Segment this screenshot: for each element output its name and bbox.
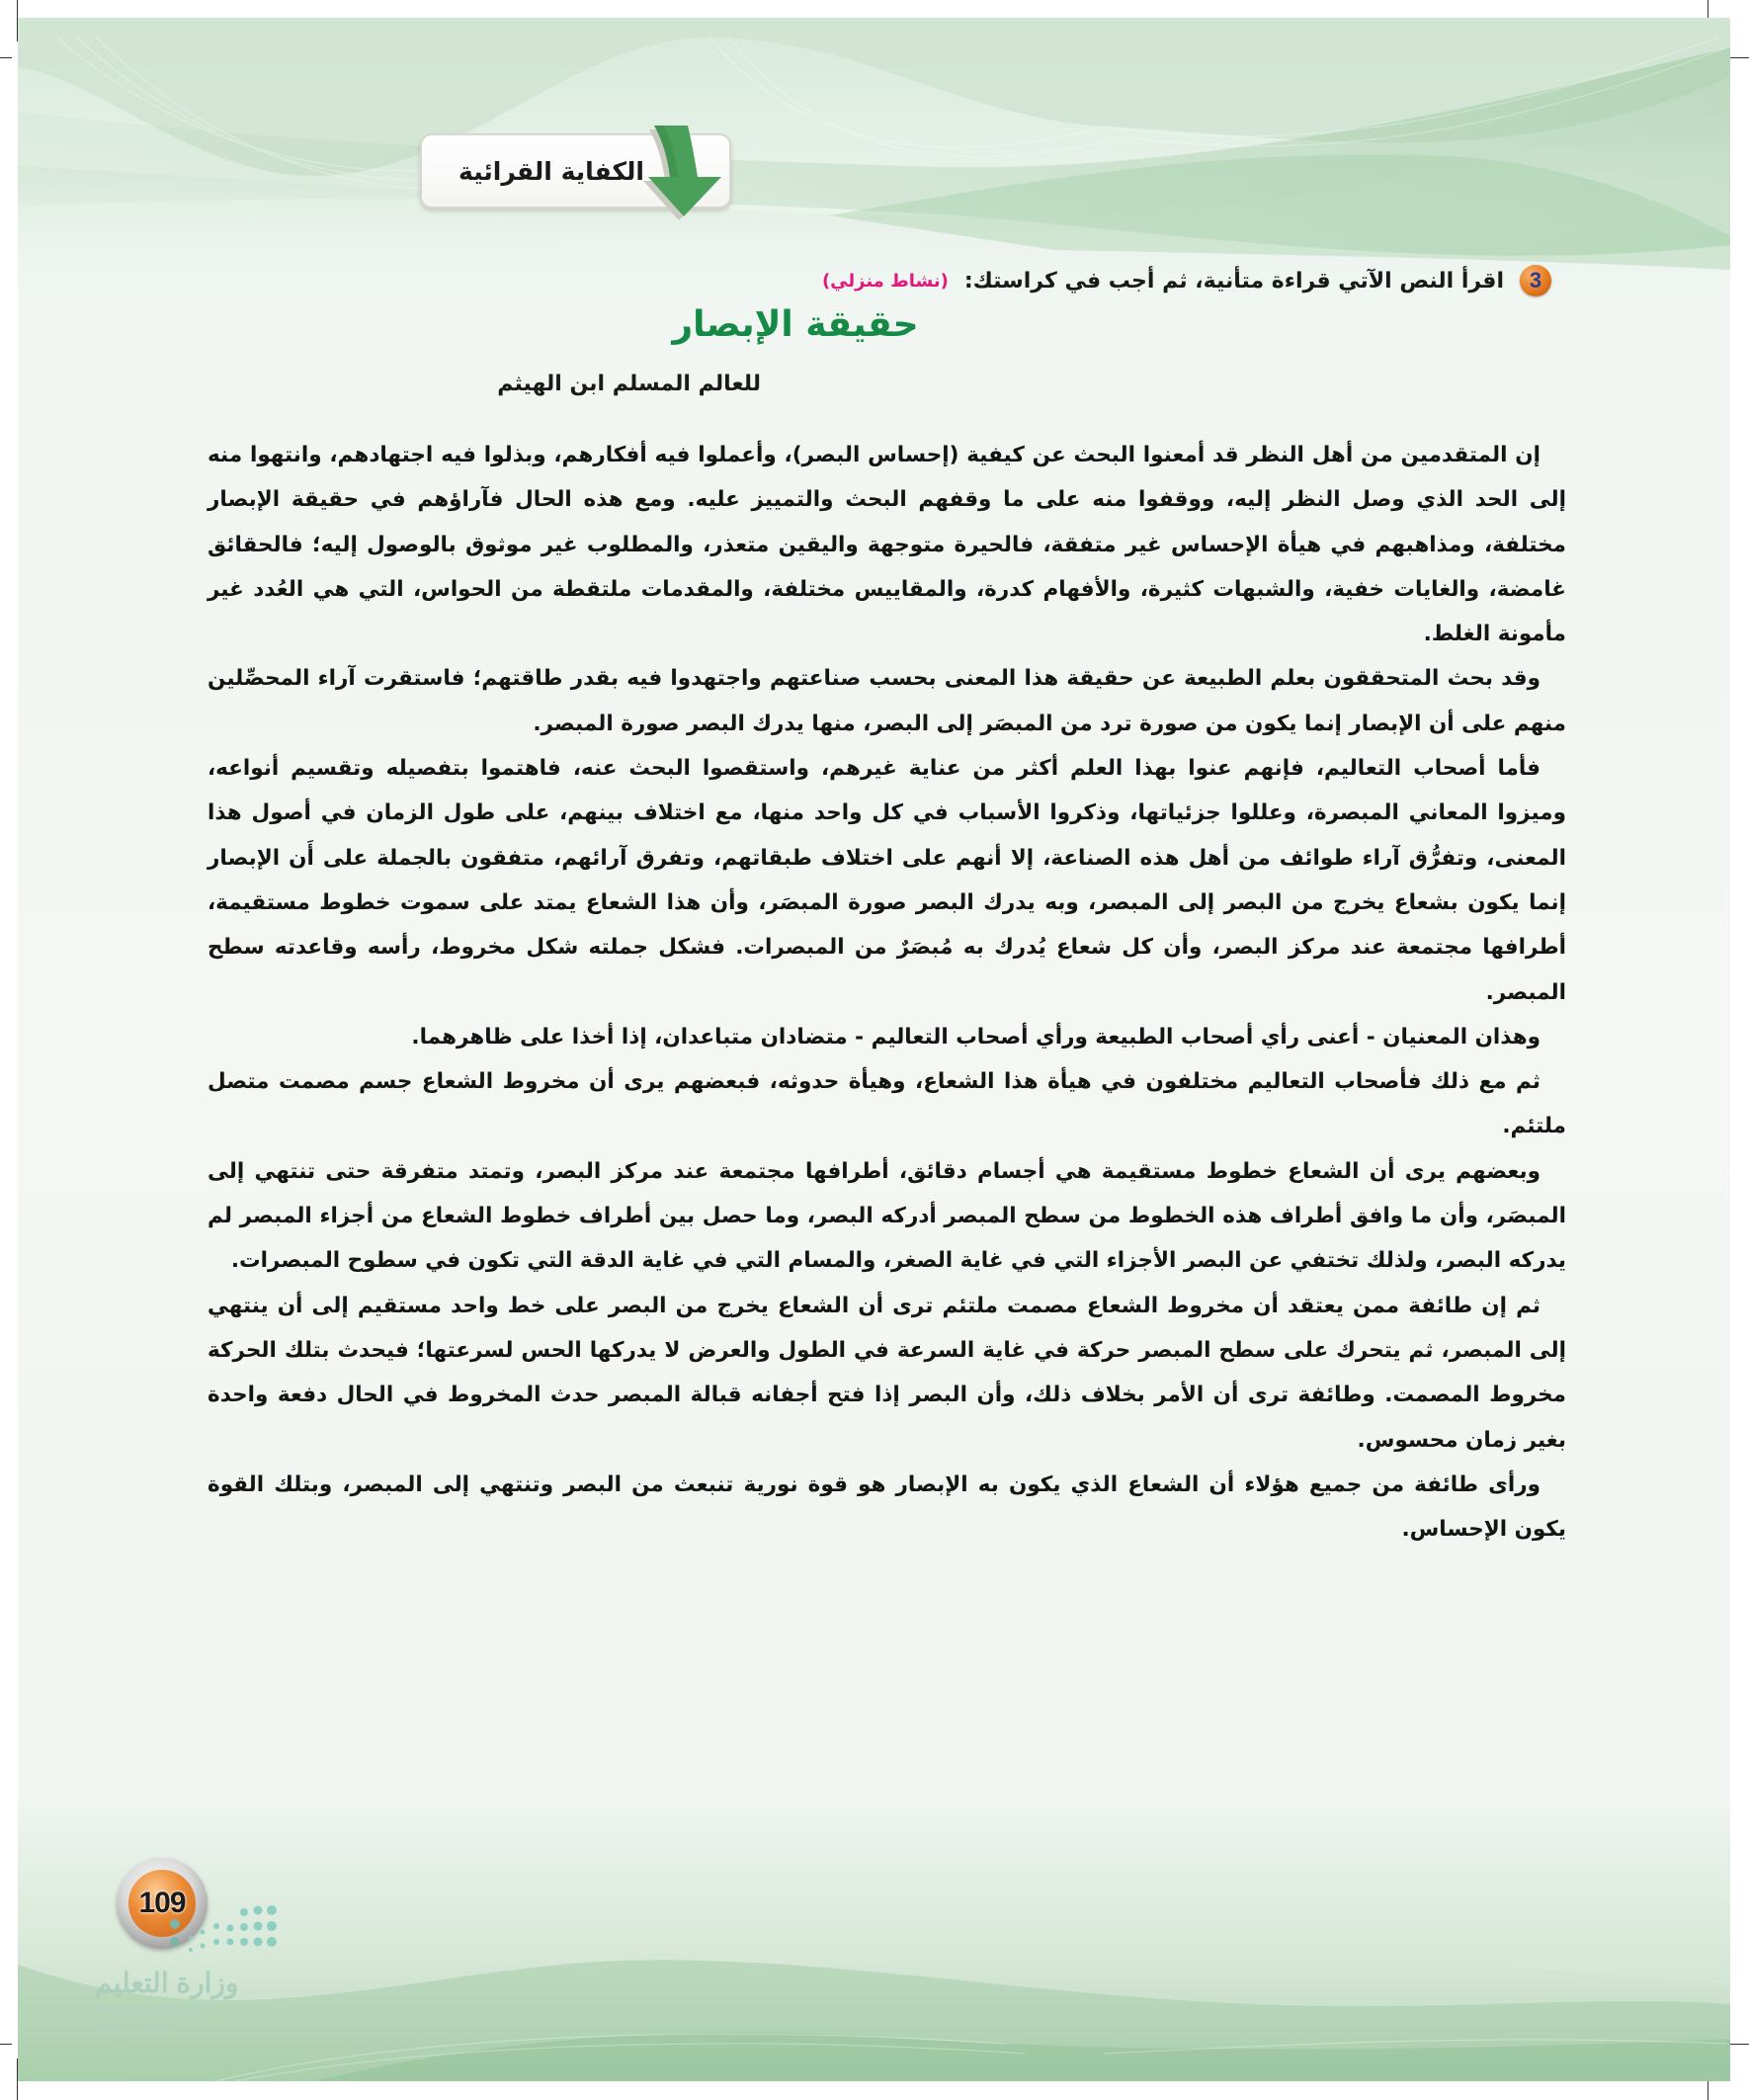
home-activity-tag: (نشاط منزلي) (821, 270, 949, 292)
article-title: حقيقة الإبصار (672, 304, 919, 345)
paragraph: ثم مع ذلك فأصحاب التعاليم مختلفون في هيأة هذا الشعاع، وهيأة حدوثه، فبعضهم يرى أن مخروط الشعاع جسم مصمت متصل ملتئم. (208, 1069, 1566, 1139)
crop-mark (0, 2044, 12, 2045)
paragraph: ورأى طائفة من جميع هؤلاء أن الشعاع الذي يكون به الإبصار هو قوة نورية تنبعث من البصر وتنتهي إلى المبصر، وبتلك القوة يكون الإحساس. (208, 1471, 1566, 1543)
instruction-line (822, 265, 1551, 296)
ministry-name-english: Ministry of Education (95, 2001, 214, 2016)
edition-year: 2024 - 1446 (95, 2020, 169, 2036)
ministry-name-arabic: وزارة التعليم (95, 1968, 239, 1998)
crop-mark (0, 57, 12, 58)
section-tag-reading-competency (420, 133, 731, 209)
article-author: للعالم المسلم ابن الهيثم (497, 372, 761, 396)
paragraph: ثم إن طائفة ممن يعتقد أن مخروط الشعاع مصمت ملتئم ترى أن الشعاع يخرج من البصر على خط واحد مستقيم إلى أن ينتهي إلى المبصر، ثم يتحرك على سطح المبصر حركة في غاية السرعة في الطول والعرض لا يدركها الحس لسرعتها؛ فيحدث بتلك الحركة مخروط المصمت. وطائفة ترى أن الأمر بخلاف ذلك، وأن البصر إذا فتح أجفانه قبالة المبصر حدث المخروط في الحال دفعة واحدة بغير زمان محسوس. (208, 1293, 1566, 1453)
paragraph: وقد بحث المتحققون بعلم الطبيعة عن حقيقة هذا المعنى بحسب صناعتهم واجتهدوا فيه بقدر طاقتهم؛ فاستقرت آراء المحصِّلين منهم على أن الإبصار إنما يكون من صورة ترد من المبصَر إلى البصر، منها يدرك البصر صورة المبصر. (208, 666, 1566, 736)
paragraph: إن المتقدمين من أهل النظر قد أمعنوا البحث عن كيفية (إحساس البصر)، وأعملوا فيه أفكارهم، وبذلوا فيه اجتهادهم، وانتهوا منه إلى الحد الذي وصل النظر إليه، ووقفوا منه على ما وقفهم البحث والتمييز عليه. ومع هذه الحال فآراؤهم في حقيقة الإبصار مختلفة، ومذاهبهم في هيأة الإحساس غير متفقة، فالحيرة متوجهة واليقين متعذر، والمطلوب غير موثوق بالوصول إليه؛ فالحقائق غامضة، والغايات خفية، والشبهات كثيرة، والأفهام كدرة، والمقاييس مختلفة، والمقدمات ملتقطة من الحواس، التي هي العُدد غير مأمونة الغلط. (208, 443, 1566, 647)
question-number-badge: 3 (1520, 265, 1551, 296)
ministry-logo-dots-icon (163, 1902, 282, 1962)
arrow-down-icon (642, 124, 723, 220)
paragraph: وبعضهم يرى أن الشعاع خطوط مستقيمة هي أجسام دقائق، أطرافها مجتمعة عند مركز البصر، وتمتد متفرقة حتى تنتهي إلى المبصَر، وأن ما وافق أطراف هذه الخطوط من سطح المبصر أدركه البصر، وما حصل بين أطراف خطوط الشعاع من أجزاء المبصر لم يدركه البصر، ولذلك تختفي عن البصر الأجزاء التي في غاية الصغر، والمسام التي في غاية الدقة التي تكون في سطوح المبصرات. (208, 1158, 1566, 1274)
ministry-of-education-logo (95, 1967, 238, 2036)
article-body (208, 433, 1566, 1552)
paragraph: فأما أصحاب التعاليم، فإنهم عنوا بهذا العلم أكثر من عناية غيرهم، واستقصوا البحث عنه، فاهتموا بتفصيله وتقسيم أنواعه، وميزوا المعاني المبصرة، وعللوا جزئياتها، وذكروا الأسباب في كل واحد منها، مع اختلاف بينهم، على طول الزمان في أصول هذا المعنى، وتفرُّق آراء طوائف من أهل هذه الصناعة، إلا أنهم على اختلاف طبقاتهم، وتفرق آرائهم، متفقون بالجملة على أَن الإبصار إنما يكون بشعاع يخرج من البصر إلى المبصر، وبه يدرك البصر صورة المبصَر، وأن هذا الشعاع يمتد على سموت خطوط مستقيمة، أطرافها مجتمعة عند مركز البصر، وأن كل شعاع يُدرك به مُبصَرٌ من المبصرات. فشكل جملته شكل مخروط، رأسه وقاعدته سطح المبصر. (208, 756, 1566, 1005)
page-number: 109 (128, 1870, 196, 1937)
section-tag-label: الكفاية القرائية (458, 156, 644, 186)
instruction-text: اقرأ النص الآتي قراءة متأنية، ثم أجب في كراستك: (963, 268, 1504, 294)
paragraph: وهذان المعنيان - أعنى رأي أصحاب الطبيعة ورأي أصحاب التعاليم - متضادان متباعدان، إذا أخذا على ظاهرهما. (411, 1024, 1541, 1050)
